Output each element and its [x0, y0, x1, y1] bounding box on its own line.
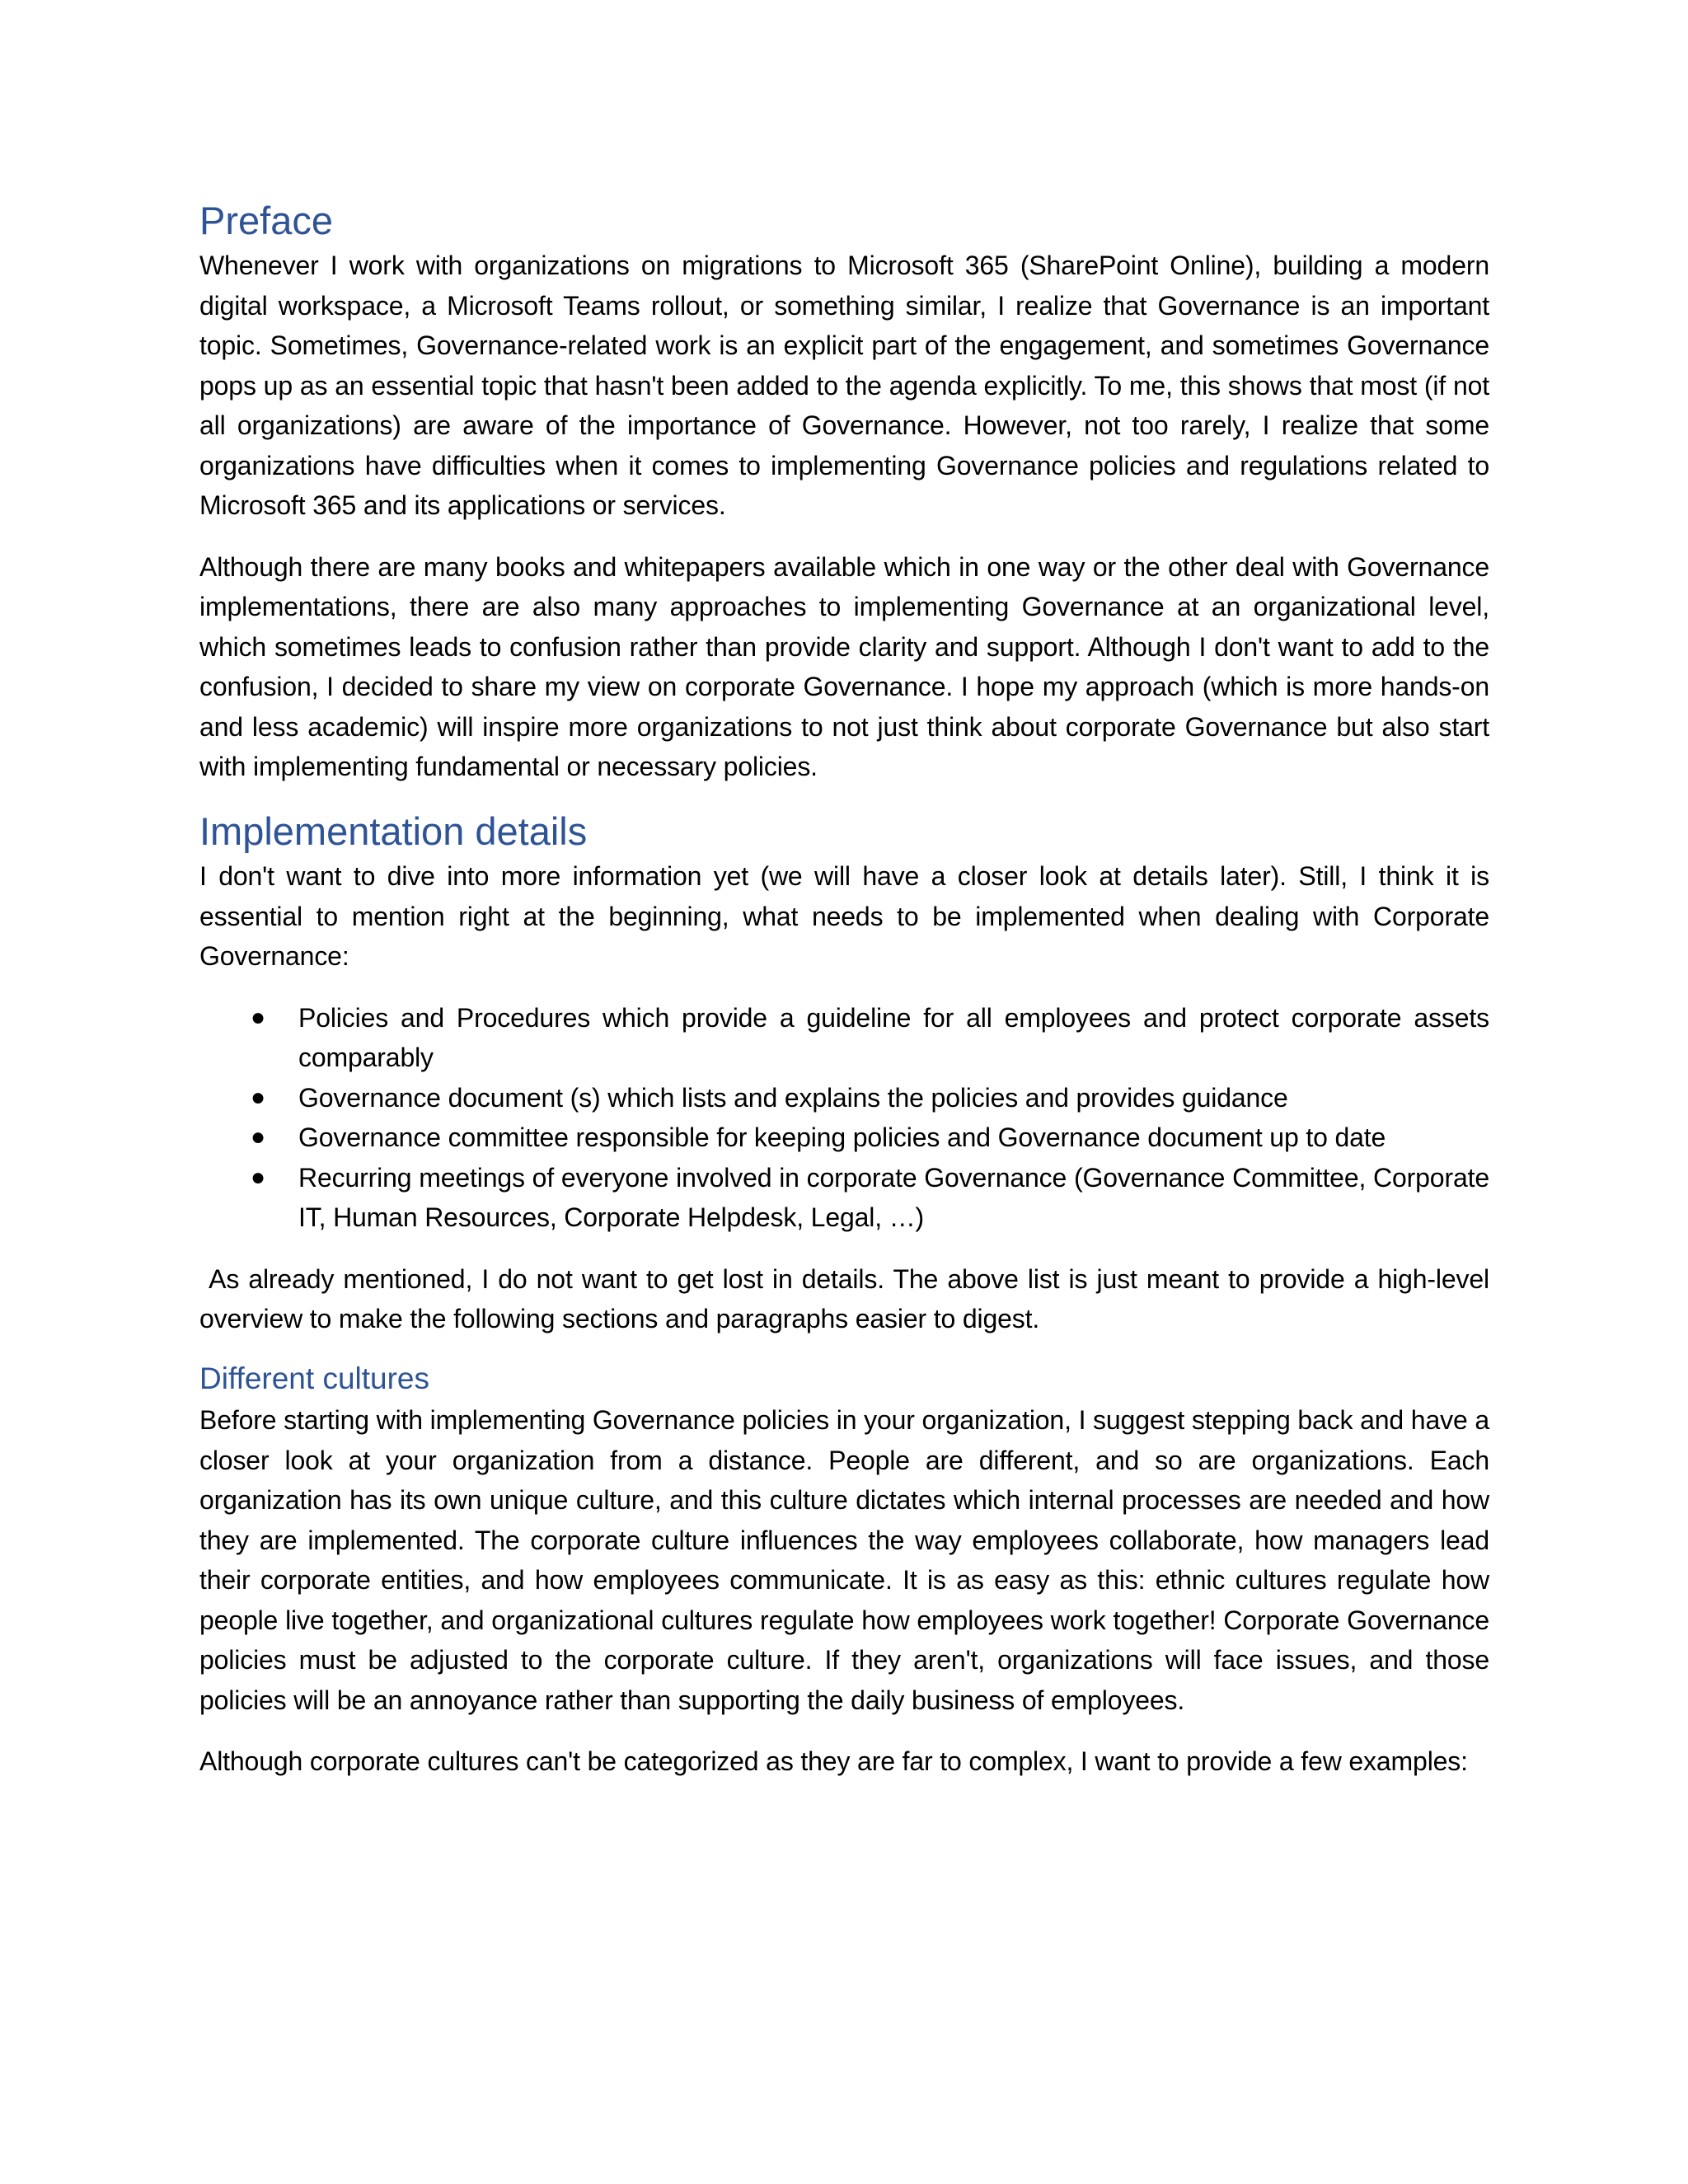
bullet-icon: ●	[251, 1003, 265, 1031]
list-item	[251, 1078, 1489, 1118]
cultures-paragraph-1: Before starting with implementing Governance policies in your organization, I suggest stepping back and have a closer look at your organization from a distance. People are different, and so are organizations. Each organization has its own unique culture, and this culture dictates which internal processes are needed and how they are implemented. The corporate culture influences the way employees collaborate, how managers lead their corporate entities, and how employees communicate. It is as easy as this: ethnic cultures regulate how people live together, and organizational cultures regulate how employees work together! Corporate Governance policies must be adjusted to the corporate culture. If they aren't, organizations will face issues, and those policies will be an annoyance rather than supporting the daily business of employees.	[199, 1405, 1489, 1715]
preface-paragraph-1: Whenever I work with organizations on migrations to Microsoft 365 (SharePoint Online), building a modern digital workspace, a Microsoft Teams rollout, or something similar, I realize that Governance is an important topic. Sometimes, Governance-related work is an explicit part of the engagement, and sometimes Governance pops up as an essential topic that hasn't been added to the agenda explicitly. To me, this shows that most (if not all organizations) are aware of the importance of Governance. However, not too rarely, I realize that some organizations have difficulties when it comes to implementing Governance policies and regulations related to Microsoft 365 and its applications or services.	[199, 251, 1489, 521]
document-page	[199, 198, 1497, 1803]
cultures-paragraph-2: Although corporate cultures can't be categorized as they are far to complex, I want to provide a few examples:	[199, 1746, 1468, 1777]
list-item-text: Governance document (s) which lists and explains the policies and provides guidance	[298, 1082, 1288, 1113]
list-item	[251, 1118, 1489, 1158]
preface-heading: Preface	[199, 199, 333, 242]
list-item-text: Recurring meetings of everyone involved in corporate Governance (Governance Committee, Corporate IT, Human Resources, Corporate Helpdesk, Legal, …)	[298, 1162, 1489, 1233]
list-item-text: Governance committee responsible for keeping policies and Governance document up to date	[298, 1122, 1386, 1153]
list-item-text: Policies and Procedures which provide a guideline for all employees and protect corporate assets comparably	[298, 1002, 1489, 1073]
implementation-intro: I don't want to dive into more information yet (we will have a closer look at details later). Still, I think it is essential to mention right at the beginning, what needs to be implemented when dealing with Corporate Governance:	[199, 861, 1489, 972]
list-item	[251, 1158, 1489, 1238]
bullet-icon: ●	[251, 1083, 265, 1111]
cultures-heading: Different cultures	[199, 1361, 429, 1395]
preface-paragraph-2: Although there are many books and whitepapers available which in one way or the other deal with Governance implementations, there are also many approaches to implementing Governance at an organizational level, which sometimes leads to confusion rather than provide clarity and support. Although I don't want to add to the confusion, I decided to share my view on corporate Governance. I hope my approach (which is more hands-on and less academic) will inspire more organizations to not just think about corporate Governance but also start with implementing fundamental or necessary policies.	[199, 551, 1489, 782]
bullet-icon: ●	[251, 1123, 265, 1151]
implementation-heading: Implementation details	[199, 808, 588, 853]
implementation-outro: As already mentioned, I do not want to get lost in details. The above list is just meant to provide a high-level overview to make the following sections and paragraphs easier to digest.	[199, 1263, 1497, 1334]
bullet-icon: ●	[251, 1163, 265, 1191]
implementation-bullet-list	[199, 998, 1489, 1238]
list-item	[251, 998, 1489, 1078]
